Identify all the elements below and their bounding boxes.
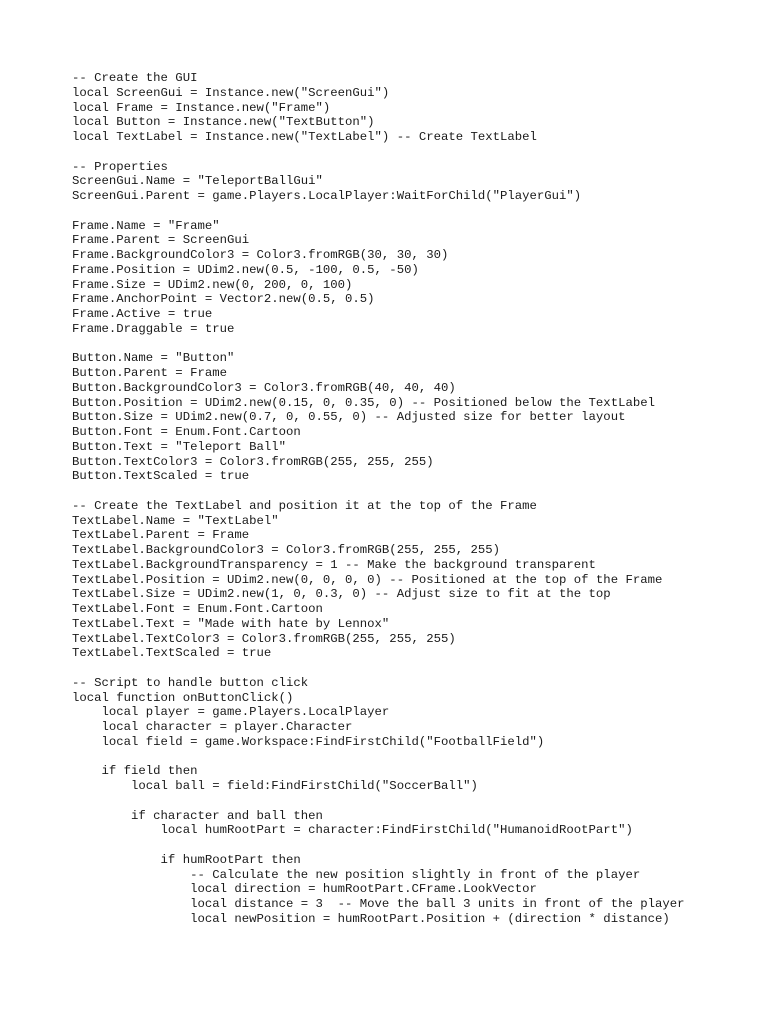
code-line: Button.TextScaled = true <box>72 469 250 484</box>
blank-line <box>72 337 685 352</box>
code-line: Button.BackgroundColor3 = Color3.fromRGB(40, 40, 40) <box>72 380 456 395</box>
code-line: local character = player.Character <box>72 720 353 734</box>
code-block <box>72 71 685 927</box>
code-line: Button.TextColor3 = Color3.fromRGB(255, 255, 255) <box>72 454 434 469</box>
code-line: TextLabel.Position = UDim2.new(0, 0, 0, 0) -- Positioned at the top of the Frame <box>72 572 663 587</box>
code-line: TextLabel.TextColor3 = Color3.fromRGB(255, 255, 255) <box>72 631 456 646</box>
code-line: TextLabel.Parent = Frame <box>72 528 250 543</box>
code-line: Button.Size = UDim2.new(0.7, 0, 0.55, 0) -- Adjusted size for better layout <box>72 410 626 425</box>
code-line: local Frame = Instance.new("Frame") <box>72 100 331 115</box>
code-line: Frame.BackgroundColor3 = Color3.fromRGB(30, 30, 30) <box>72 248 449 262</box>
code-line: Button.Text = "Teleport Ball" <box>72 439 287 454</box>
blank-line <box>72 145 685 160</box>
code-line: ScreenGui.Name = "TeleportBallGui" <box>72 174 323 189</box>
code-line: TextLabel.Font = Enum.Font.Cartoon <box>72 602 323 616</box>
blank-line <box>72 750 685 765</box>
code-line: if field then <box>72 764 198 779</box>
blank-line <box>72 484 685 499</box>
code-line: -- Properties <box>72 159 168 174</box>
code-line: local ScreenGui = Instance.new("ScreenGui") <box>72 85 390 100</box>
code-line: if humRootPart then <box>72 852 301 867</box>
code-line: TextLabel.BackgroundColor3 = Color3.fromRGB(255, 255, 255) <box>72 543 501 557</box>
code-line: local newPosition = humRootPart.Position + (direction * distance) <box>72 911 670 926</box>
code-line: local TextLabel = Instance.new("TextLabel") -- Create TextLabel <box>72 130 537 144</box>
code-line: -- Create the GUI <box>72 71 198 85</box>
code-line: Frame.Parent = ScreenGui <box>72 233 250 248</box>
code-line: local ball = field:FindFirstChild("SoccerBall") <box>72 779 478 793</box>
code-line: TextLabel.Name = "TextLabel" <box>72 513 279 528</box>
code-line: local field = game.Workspace:FindFirstChild("FootballField") <box>72 734 545 749</box>
blank-line <box>72 204 685 219</box>
code-line: -- Create the TextLabel and position it at the top of the Frame <box>72 498 537 513</box>
code-line: TextLabel.Size = UDim2.new(1, 0, 0.3, 0) -- Adjust size to fit at the top <box>72 587 611 602</box>
code-line: Button.Name = "Button" <box>72 351 235 366</box>
code-line: local direction = humRootPart.CFrame.LookVector <box>72 882 537 897</box>
code-line: Frame.Size = UDim2.new(0, 200, 0, 100) <box>72 277 353 292</box>
blank-line <box>72 661 685 676</box>
code-line: -- Script to handle button click <box>72 675 309 690</box>
code-line: local distance = 3 -- Move the ball 3 units in front of the player <box>72 897 685 911</box>
code-line: Button.Parent = Frame <box>72 366 227 380</box>
code-line: Button.Position = UDim2.new(0.15, 0, 0.35, 0) -- Positioned below the TextLabel <box>72 395 655 410</box>
code-line: -- Calculate the new position slightly in front of the player <box>72 867 641 882</box>
code-line: Frame.Active = true <box>72 307 213 321</box>
blank-line <box>72 794 685 809</box>
code-line: if character and ball then <box>72 808 323 823</box>
code-line: Frame.Name = "Frame" <box>72 218 220 233</box>
code-line: TextLabel.Text = "Made with hate by Lennox" <box>72 616 390 631</box>
code-line: ScreenGui.Parent = game.Players.LocalPlayer:WaitForChild("PlayerGui") <box>72 189 582 203</box>
code-line: local humRootPart = character:FindFirstChild("HumanoidRootPart") <box>72 823 633 838</box>
code-line: TextLabel.BackgroundTransparency = 1 -- Make the background transparent <box>72 557 596 572</box>
code-line: Button.Font = Enum.Font.Cartoon <box>72 425 301 439</box>
code-line: Frame.Position = UDim2.new(0.5, -100, 0.5, -50) <box>72 262 419 277</box>
code-line: Frame.AnchorPoint = Vector2.new(0.5, 0.5) <box>72 292 375 307</box>
code-line: TextLabel.TextScaled = true <box>72 646 272 661</box>
blank-line <box>72 838 685 853</box>
code-line: local player = game.Players.LocalPlayer <box>72 705 390 720</box>
code-line: local Button = Instance.new("TextButton") <box>72 115 375 130</box>
code-line: Frame.Draggable = true <box>72 321 235 336</box>
code-line: local function onButtonClick() <box>72 690 294 705</box>
